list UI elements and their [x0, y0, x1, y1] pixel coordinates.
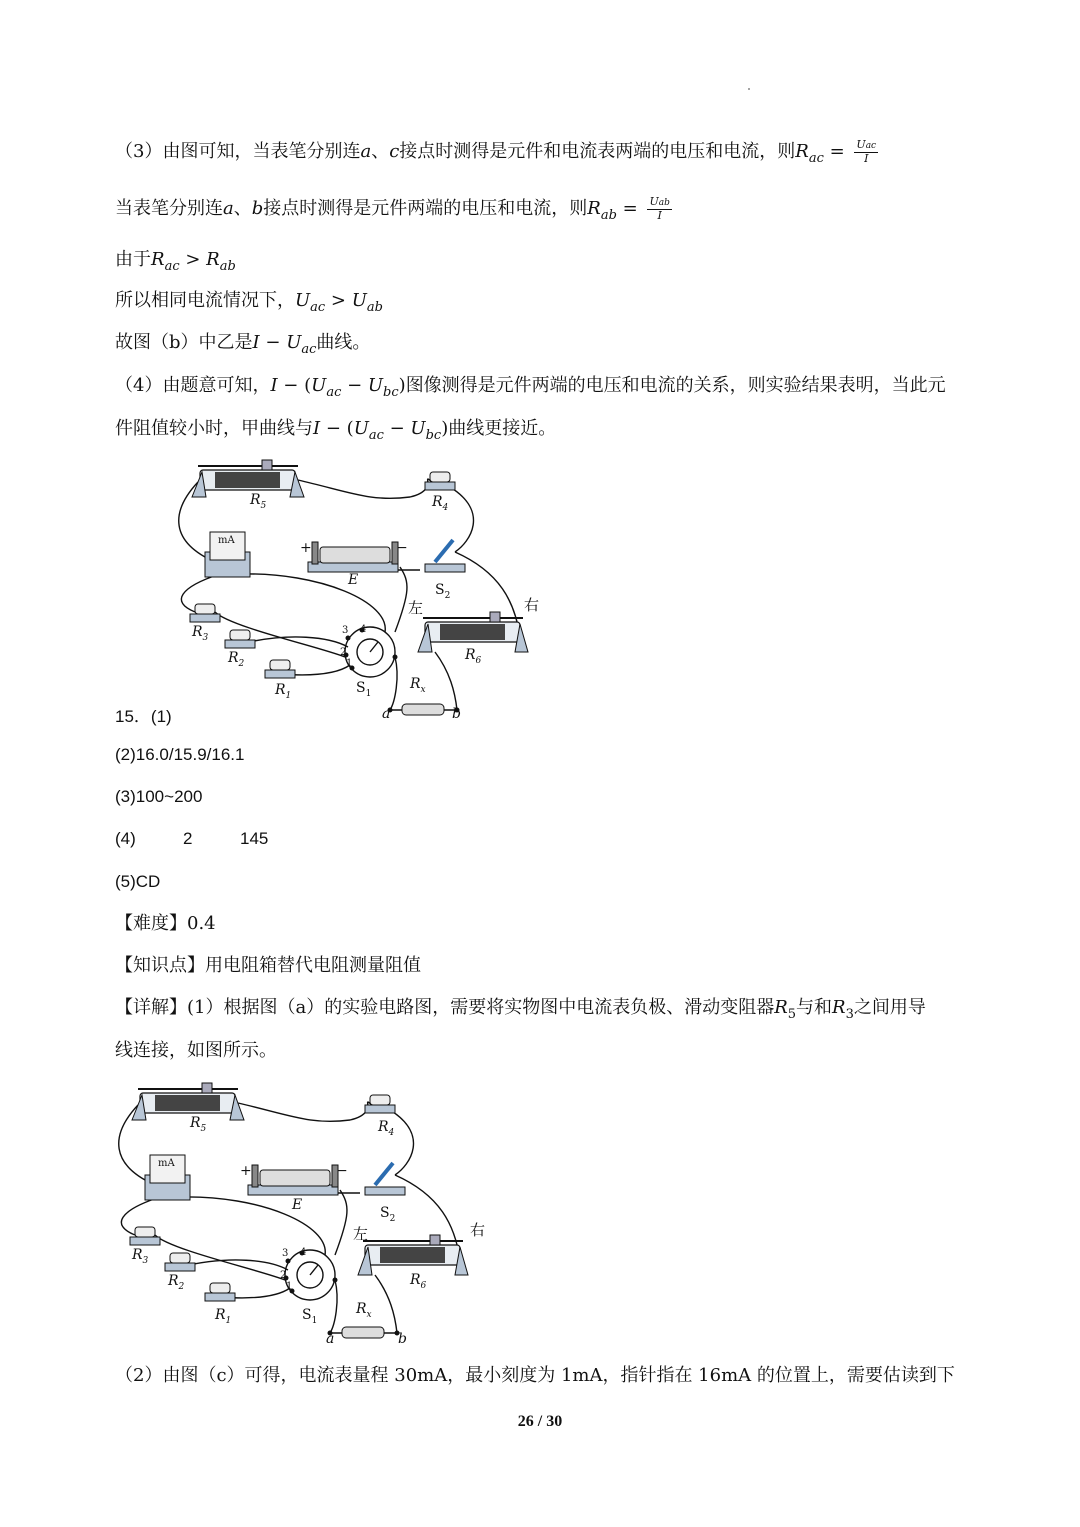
label-b: b — [452, 706, 461, 722]
page-number: 26 / 30 — [517, 1413, 563, 1430]
part3-line3: 由于$R_{ac} > R_{ab}$ — [115, 249, 236, 274]
battery-E — [248, 1165, 338, 1195]
label-plus: + — [240, 1163, 252, 1179]
q15-answer-4 — [115, 826, 269, 852]
part3-line5: 故图（b）中乙是$I - U_{ac}$曲线。 — [115, 332, 371, 357]
circuit-figure-2 — [110, 1075, 510, 1350]
sub-ab: ab — [366, 300, 383, 315]
label-right: 右 — [470, 1221, 486, 1239]
var-I: I — [313, 418, 321, 439]
label-minus: − — [336, 1163, 348, 1179]
resistor-R1 — [205, 1283, 235, 1301]
q15-answer-3: (3)100~200 — [115, 787, 203, 806]
wire — [238, 1102, 372, 1121]
part4-line1: （4）由题意可知，$I - (U_{ac} - U_{bc})$图像测得是元件两端的电压和电流的关系，则实验结果表明，当此元 — [115, 375, 946, 400]
label-R2: $R_2$ — [228, 650, 245, 669]
var-R: R — [206, 249, 220, 270]
label-E: E — [292, 1197, 303, 1213]
label-R6: $R_6$ — [465, 647, 482, 666]
q15-difficulty: 【难度】0.4 — [115, 913, 216, 934]
terminal-2: 2 — [340, 647, 347, 658]
text: 接点时测得是元件和电流表两端的电压和电流，则 — [399, 141, 796, 162]
q15-knowledge: 【知识点】用电阻箱替代电阻测量阻值 — [115, 955, 421, 976]
rotary-switch-S1 — [344, 627, 398, 677]
label-R1: $R_1$ — [215, 1307, 232, 1326]
text: 故图（b）中乙是 — [115, 332, 253, 353]
var-U: U — [367, 375, 384, 396]
rheostat-R6 — [418, 612, 528, 652]
scan-speck — [748, 88, 750, 90]
text: 曲线。 — [316, 332, 371, 353]
var-R: R — [832, 997, 846, 1018]
resistor-R4 — [425, 472, 455, 490]
label-R6: $R_6$ — [410, 1272, 427, 1291]
rheostat-R5 — [192, 460, 304, 497]
label-R5: $R_5$ — [250, 492, 267, 511]
q15-detail-line2: 线连接，如图所示。 — [115, 1040, 277, 1061]
label-R5: $R_5$ — [190, 1115, 207, 1134]
terminal-1: 1 — [346, 658, 353, 669]
text: 由于 — [115, 249, 151, 270]
var-U: U — [410, 418, 426, 439]
label-R4: $R_4$ — [432, 494, 449, 513]
sub-ac: ac — [368, 428, 384, 443]
label-R3: $R_3$ — [132, 1247, 149, 1266]
label-minus: − — [396, 540, 408, 556]
terminal-4: 4 — [360, 624, 367, 635]
text: 与和 — [796, 997, 833, 1018]
switch-S2 — [425, 540, 465, 572]
var-b: b — [251, 198, 264, 219]
text: 、 — [233, 198, 252, 219]
label-Rx: $R_x$ — [356, 1301, 372, 1320]
wire — [395, 567, 407, 632]
terminal-3: 3 — [282, 1248, 289, 1259]
circuit-figure-1 — [170, 452, 570, 727]
label-S2: $S_2$ — [380, 1205, 396, 1224]
text: 之间用导 — [853, 997, 926, 1018]
var-U: U — [295, 290, 311, 311]
var-U: U — [286, 332, 302, 353]
switch-S2 — [365, 1163, 405, 1195]
label-S1: $S_1$ — [356, 680, 372, 699]
sub-bc: bc — [425, 428, 442, 443]
q15-answer-2: (2)16.0/15.9/16.1 — [115, 745, 245, 764]
q15-number: 15．(1) — [115, 707, 172, 726]
var-c: c — [389, 141, 400, 162]
sub-ac: ac — [164, 259, 180, 274]
terminal-1: 1 — [286, 1281, 293, 1292]
var-U: U — [351, 290, 367, 311]
frac-I: I — [864, 152, 869, 165]
resistor-R1 — [265, 660, 295, 678]
text: （3）由图可知，当表笔分别连 — [115, 141, 361, 162]
sub-bc: bc — [383, 385, 399, 400]
label-S1: $S_1$ — [302, 1307, 318, 1326]
label-left: 左 — [408, 599, 424, 617]
part4-line2: 件阻值较小时，甲曲线与$I - (U_{ac} - U_{bc})$曲线更接近。 — [115, 418, 557, 443]
var-U: U — [353, 418, 369, 439]
text: 曲线更接近。 — [448, 418, 557, 439]
var-I: I — [252, 332, 260, 353]
frac-sub: ac — [865, 141, 877, 151]
label-R4: $R_4$ — [378, 1119, 395, 1138]
sub-ab: ab — [219, 259, 236, 274]
q15-detail-line3: （2）由图（c）可得，电流表量程 30mA，最小刻度为 1mA，指针指在 16mA 的位置上，需要估读到下 — [115, 1365, 955, 1386]
var-R: R — [151, 249, 165, 270]
sub-ac: ac — [301, 342, 317, 357]
sub-ac: ac — [808, 151, 824, 166]
terminal-2: 2 — [280, 1270, 287, 1281]
text: 145 — [240, 829, 269, 848]
fraction-Uac-over-I — [854, 139, 878, 165]
var-I: I — [270, 375, 278, 396]
var-a: a — [360, 141, 372, 162]
wire — [435, 652, 457, 710]
label-R2: $R_2$ — [168, 1273, 185, 1292]
label-S2: $S_2$ — [435, 582, 451, 601]
text: 2 — [183, 829, 193, 848]
terminal-4: 4 — [300, 1247, 307, 1258]
label-R3: $R_3$ — [192, 624, 209, 643]
text: 图像测得是元件两端的电压和电流的关系，则实验结果表明，当此元 — [405, 375, 946, 396]
wire — [335, 1190, 347, 1255]
sub-ab: ab — [600, 208, 617, 223]
text: 当表笔分别连 — [115, 198, 223, 219]
var-a: a — [223, 198, 234, 219]
part3-line4: 所以相同电流情况下，$U_{ac} > U_{ab}$ — [115, 290, 383, 315]
text: (4) — [115, 829, 136, 848]
part3-line1: （3）由图可知，当表笔分别连a、c接点时测得是元件和电流表两端的电压和电流，则$R_{ac}$ = $\frac{\text{Uac}}{I}$ — [115, 138, 877, 166]
wire — [375, 1275, 397, 1333]
q15-answer-5: (5)CD — [115, 872, 161, 891]
var-R: R — [774, 997, 788, 1018]
rheostat-R5 — [132, 1083, 244, 1120]
var-R: R — [587, 198, 601, 219]
text: 【详解】(1）根据图（a）的实验电路图，需要将实物图中电流表负极、滑动变阻器 — [115, 997, 775, 1018]
terminal-3: 3 — [342, 625, 349, 636]
label-left: 左 — [353, 1225, 369, 1243]
text: 、 — [371, 141, 390, 162]
frac-I: I — [657, 209, 662, 222]
part3-line2: 当表笔分别连a、b接点时测得是元件两端的电压和电流，则$R_{ab}$ = $\frac{\text{Uab}}{I}$ — [115, 195, 670, 223]
label-right: 右 — [524, 596, 540, 614]
frac-sub: ab — [658, 198, 670, 208]
label-R1: $R_1$ — [275, 682, 292, 701]
text: 接点时测得是元件两端的电压和电流，则 — [263, 198, 588, 219]
text: 所以相同电流情况下， — [115, 290, 295, 311]
sub-5: 5 — [787, 1007, 797, 1022]
label-E: E — [348, 572, 359, 588]
label-a: a — [326, 1331, 335, 1347]
label-plus: + — [300, 540, 312, 556]
resistor-R4 — [365, 1095, 395, 1113]
rheostat-R6 — [358, 1235, 468, 1275]
wire — [298, 479, 432, 498]
frac-U: U — [856, 138, 866, 151]
q15-detail-line1 — [115, 995, 926, 1028]
sub-3: 3 — [845, 1007, 854, 1022]
sub-ac: ac — [310, 300, 326, 315]
battery-E — [308, 542, 398, 572]
frac-U: U — [649, 195, 659, 208]
label-a: a — [382, 706, 391, 722]
label-mA: mA — [158, 1158, 175, 1169]
var-U: U — [311, 375, 327, 396]
sub-ac: ac — [326, 385, 342, 400]
resistor-R2 — [165, 1253, 195, 1271]
label-Rx: $R_x$ — [410, 676, 426, 695]
rotary-switch-S1 — [284, 1250, 338, 1300]
text: （4）由题意可知， — [115, 375, 271, 396]
resistor-R2 — [225, 630, 255, 648]
label-b: b — [398, 1331, 407, 1347]
fraction-Uab-over-I — [647, 196, 671, 222]
label-mA: mA — [218, 535, 235, 546]
text: 件阻值较小时，甲曲线与 — [115, 418, 313, 439]
var-R: R — [795, 141, 809, 162]
